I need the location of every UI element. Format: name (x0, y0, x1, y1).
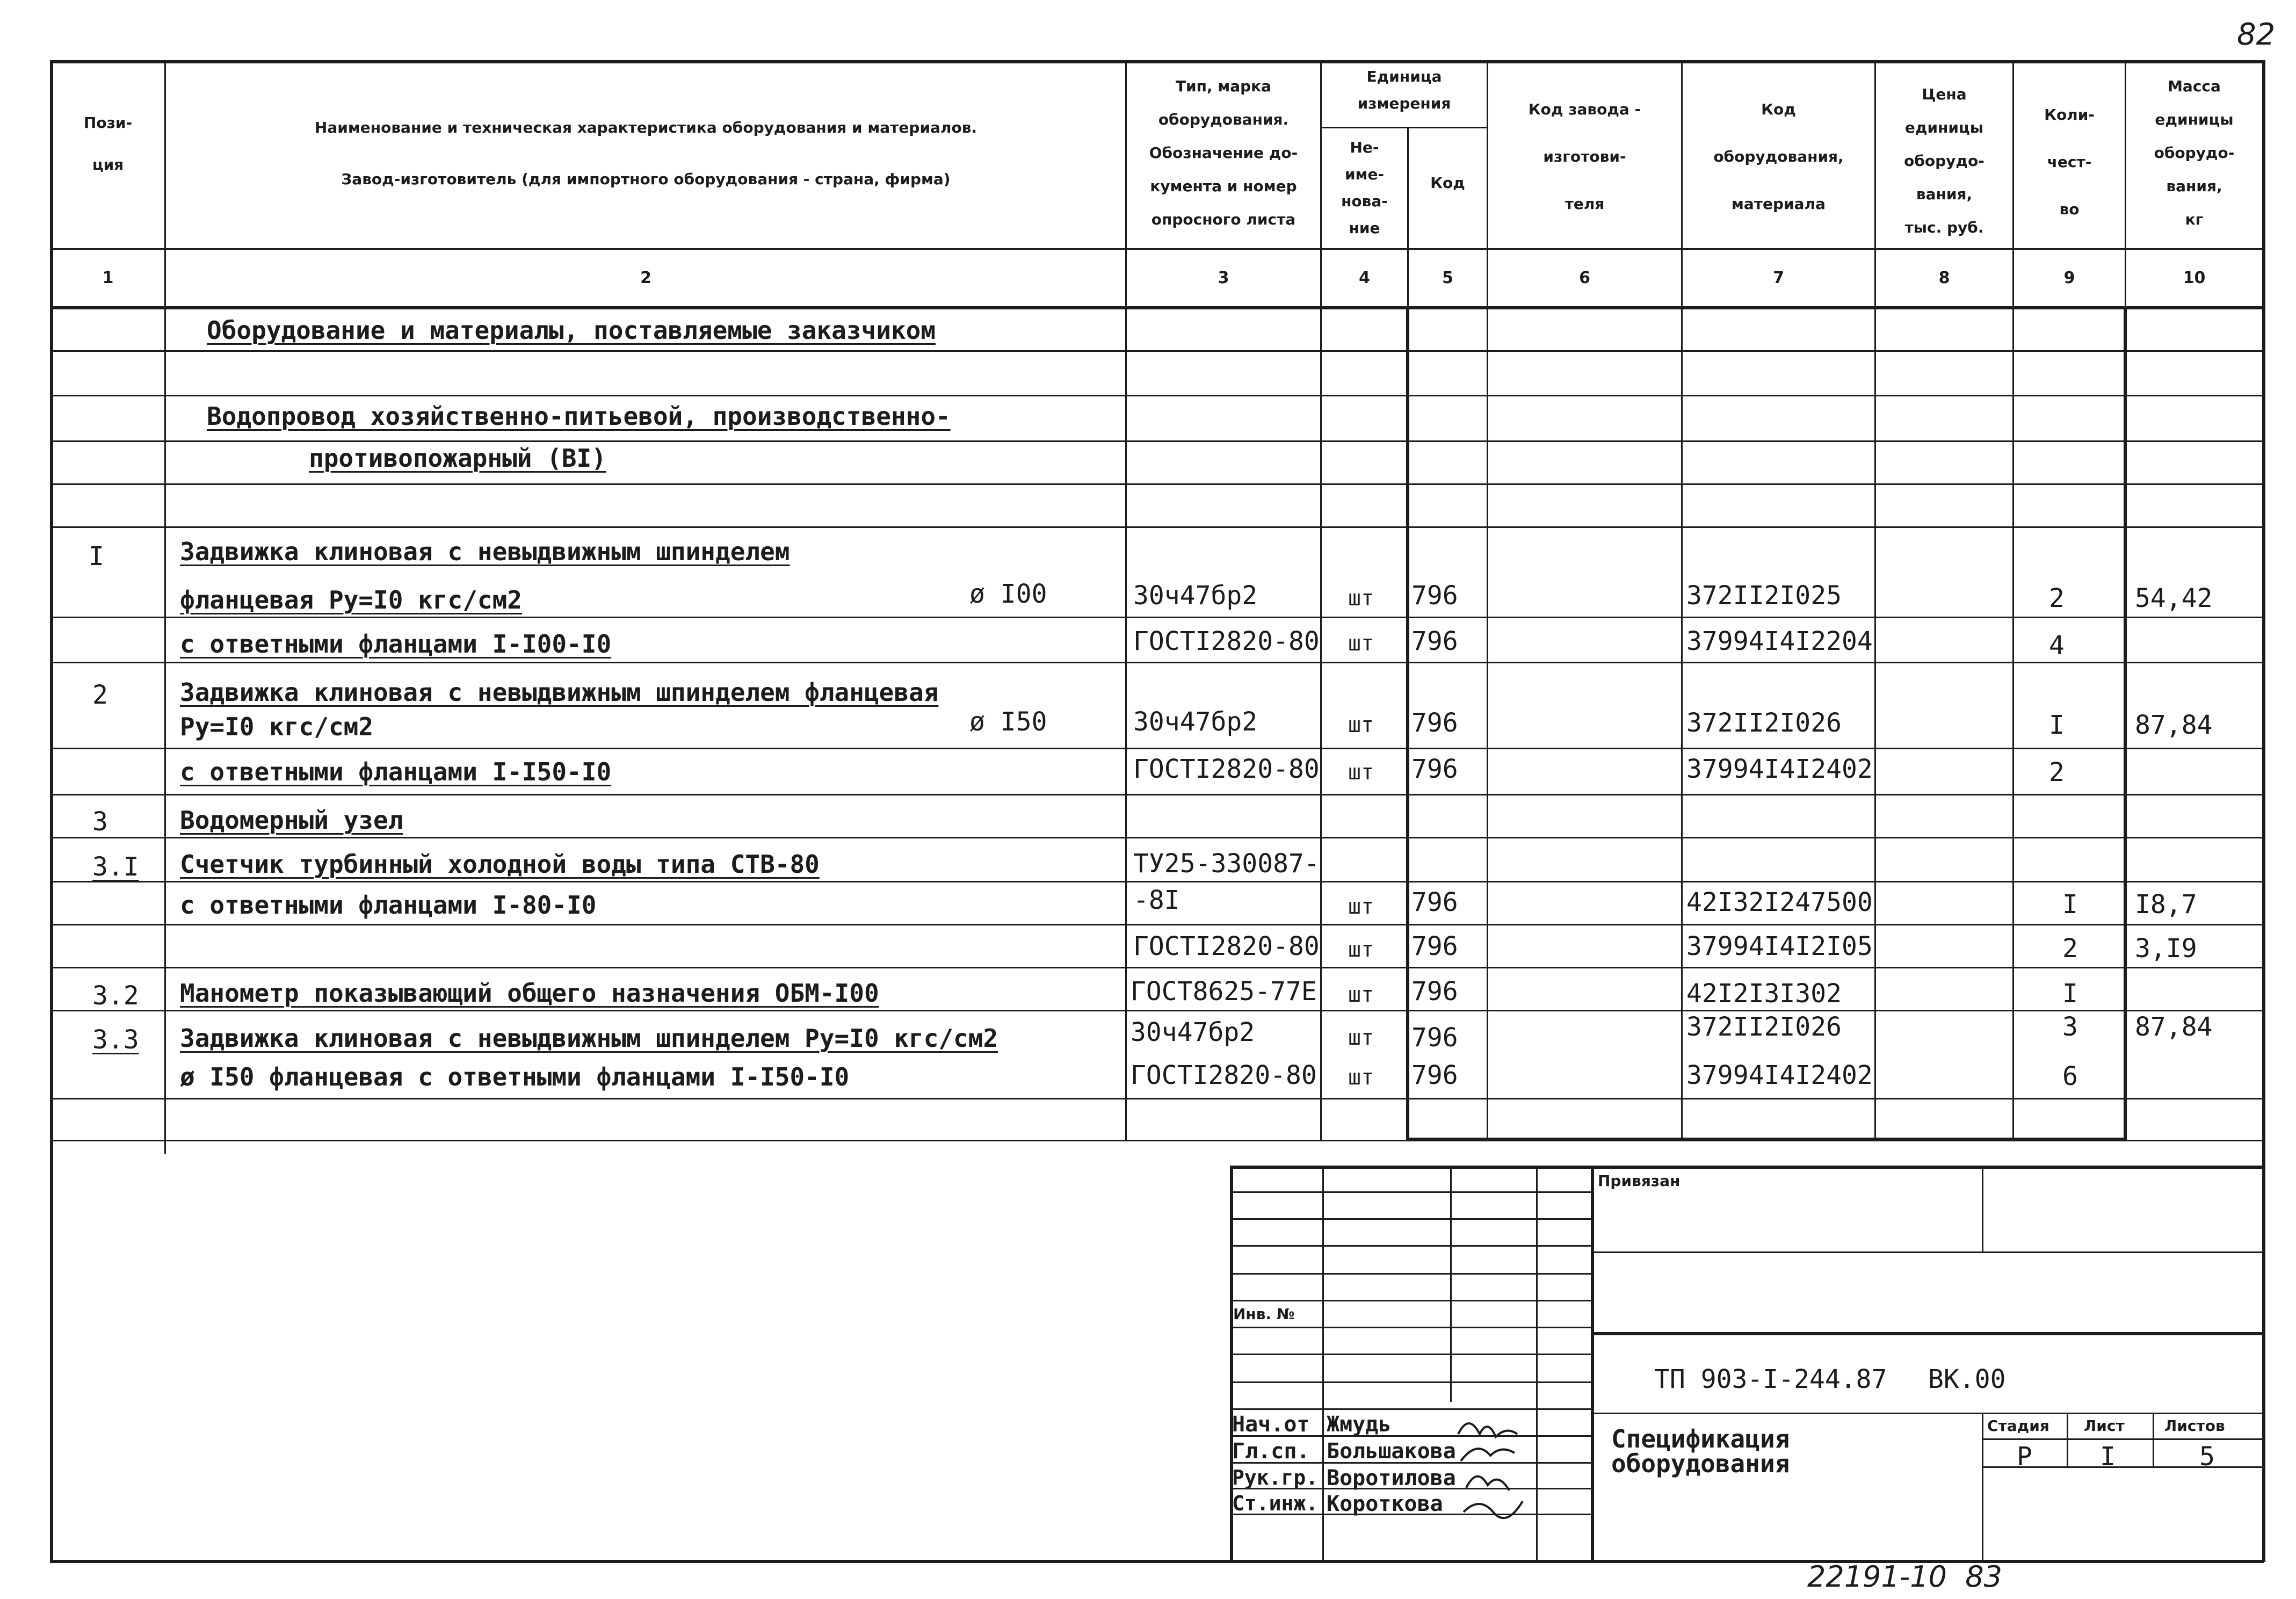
header-unit-code: Код (1430, 174, 1465, 192)
stamp-line (1230, 1408, 1591, 1410)
row-line (50, 748, 2264, 749)
position-cell: 3.I (92, 852, 139, 882)
qty-cell: I (2062, 979, 2078, 1009)
stamp-line (1230, 1381, 1591, 1383)
position-cell: I (89, 541, 104, 571)
item-name: Задвижка клиновая с невыдвижным шпинделем фланцевая (180, 678, 939, 707)
type-cell: ГОСТI2820-80 (1133, 754, 1320, 784)
equip-code-cell: 372II2I025 (1686, 581, 1842, 611)
header-equip-code: Код оборудования, материала (1713, 100, 1844, 213)
row-line (50, 967, 2264, 968)
sheets-label: Листов (2164, 1417, 2225, 1435)
colnum-bottom-line (50, 306, 2264, 309)
frame-top (50, 60, 2264, 63)
nominal-diameter: ø I50 (969, 707, 1047, 737)
person-name: Воротилова (1327, 1466, 1456, 1491)
unit-cell: шт (1348, 982, 1374, 1007)
row-line (50, 794, 2264, 795)
position-cell: 3.3 (92, 1025, 139, 1055)
doc-code: ТП 903-I-244.87 (1654, 1364, 1887, 1394)
type-cell: 30ч47бр2 (1133, 707, 1258, 737)
colnum-6: 6 (1579, 269, 1590, 287)
section-title: Оборудование и материалы, поставляемые заказчиком (207, 316, 936, 345)
mass-cell: I8,7 (2135, 889, 2197, 920)
person-name: Большакова (1327, 1439, 1456, 1464)
row-line (50, 924, 2264, 925)
stamp-line (1230, 1273, 1591, 1275)
role-cell: Нач.от (1232, 1412, 1310, 1437)
privyazan-label: Привязан (1598, 1172, 1681, 1190)
role-cell: Гл.сп. (1232, 1439, 1310, 1464)
unit-code-cell: 796 (1411, 626, 1458, 656)
row-line (50, 1010, 2264, 1011)
item-name: с ответными фланцами I-I50-I0 (180, 757, 612, 786)
row-line (50, 483, 2264, 485)
type-cell: ГОСТI2820-80 (1133, 626, 1320, 656)
header-position: Пози- ция (83, 114, 133, 173)
inv-no-label: Инв. № (1233, 1305, 1295, 1323)
item-name: Ру=I0 кгс/см2 (180, 712, 374, 741)
type-cell: 30ч47бр2 (1133, 581, 1258, 611)
stamp-line (1230, 1300, 1591, 1301)
equip-code-cell: 37994I4I2204 (1686, 626, 1873, 656)
unit-code-cell: 796 (1411, 1023, 1458, 1053)
colnum-9: 9 (2063, 269, 2075, 287)
stamp-col-d (1591, 1166, 1594, 1562)
stage-label: Стадия (1987, 1417, 2049, 1435)
qty-cell: 2 (2049, 583, 2065, 613)
type-cell: ГОСТI2820-80 (1133, 931, 1320, 961)
unit-code-cell: 796 (1411, 1060, 1458, 1090)
mass-cell: 3,I9 (2135, 934, 2197, 964)
header-name: Наименование и техническая характеристика оборудования и материалов. Завод-изготовитель (для импортного оборудования - страна, фирма) (314, 119, 977, 188)
item-name: с ответными фланцами I-80-I0 (180, 891, 597, 920)
equip-code-cell: 37994I4I2402 (1686, 1060, 1873, 1090)
item-name: фланцевая Ру=I0 кгс/см2 (180, 585, 522, 614)
header-mass: Масса единицы оборудо- вания, кг (2154, 77, 2235, 228)
qty-cell: 4 (2049, 631, 2065, 661)
unit-cell: шт (1348, 1065, 1374, 1090)
unit-cell: шт (1348, 586, 1374, 611)
unit-code-cell: 796 (1411, 708, 1458, 738)
stamp-line (1591, 1413, 2264, 1414)
colnum-10: 10 (2183, 269, 2206, 287)
header-unit: Единица измерения (1357, 68, 1451, 112)
role-cell: Рук.гр. (1232, 1466, 1319, 1489)
colnum-7: 7 (1773, 269, 1784, 287)
doc-mark: ВК.00 (1928, 1364, 2006, 1394)
qty-cell: I (2049, 710, 2065, 740)
row-line (50, 350, 2264, 352)
equip-code-cell: 42I2I3I302 (1686, 979, 1842, 1009)
role-cell: Ст.инж. (1232, 1492, 1319, 1515)
header-price: Цена единицы оборудо- вания, тыс. руб. (1904, 85, 1984, 236)
header-factory-code: Код завода - изготови- теля (1528, 100, 1641, 213)
position-cell: 2 (92, 680, 108, 710)
qty-cell: I (2062, 889, 2078, 920)
equip-code-cell: 42I32I247500 (1686, 887, 1873, 917)
unit-cell: шт (1348, 631, 1374, 656)
position-cell: 3.2 (92, 981, 139, 1011)
row-line (50, 526, 2264, 528)
row-line (50, 1140, 2264, 1141)
unit-code-cell: 796 (1411, 754, 1458, 784)
sheets-value: 5 (2199, 1442, 2215, 1472)
stamp-top (1230, 1166, 2264, 1169)
unit-cell: шт (1348, 713, 1374, 737)
col-line-1 (164, 60, 166, 1154)
person-name: Жмудь (1327, 1412, 1392, 1437)
stamp-col-b (1450, 1166, 1452, 1402)
item-name: Счетчик турбинный холодной воды типа СТВ-80 (180, 850, 820, 879)
item-name: Задвижка клиновая с невыдвижным шпинделем Ру=I0 кгс/см2 (180, 1024, 998, 1053)
unit-cell: шт (1348, 1025, 1374, 1050)
sheet-label: Лист (2084, 1417, 2125, 1435)
qty-cell: 2 (2062, 934, 2078, 964)
row-line (50, 395, 2264, 396)
colnum-4: 4 (1359, 269, 1370, 287)
thick-box-left (1406, 306, 1409, 1140)
stamp-line (1591, 1332, 2264, 1335)
doc-title-line2: оборудования (1611, 1449, 1790, 1478)
mass-cell: 87,84 (2135, 710, 2213, 740)
qty-cell: 2 (2049, 757, 2065, 787)
person-name: Короткова (1327, 1492, 1443, 1516)
header-qty: Коли- чест- во (2044, 106, 2095, 218)
equip-code-cell: 372II2I026 (1686, 708, 1842, 738)
type-cell: ГОСТ8625-77Е (1131, 976, 1317, 1007)
type-cell: ТУ25-330087- (1133, 849, 1320, 879)
stamp-line (1230, 1218, 1591, 1220)
stamp-info-split (1982, 1413, 1983, 1562)
stamp-line (1230, 1354, 1591, 1355)
frame-right (2262, 60, 2265, 1562)
stamp-privyazan-split (1982, 1166, 1983, 1251)
stamp-line (1230, 1245, 1591, 1247)
stamp-line (1591, 1251, 2264, 1253)
qty-cell: 3 (2062, 1012, 2078, 1042)
stamp-line (1230, 1191, 1591, 1193)
unit-code-cell: 796 (1411, 887, 1458, 917)
header-bottom-line (50, 248, 2264, 250)
position-cell: 3 (92, 807, 108, 837)
signature-marks (1450, 1413, 1590, 1563)
colnum-3: 3 (1218, 269, 1229, 287)
unit-code-cell: 796 (1411, 581, 1458, 611)
type-cell: -8I (1133, 885, 1180, 915)
equip-code-cell: 37994I4I2402 (1686, 754, 1873, 784)
item-name: с ответными фланцами I-I00-I0 (180, 630, 612, 659)
nominal-diameter: ø I00 (969, 579, 1047, 609)
sheet-value: I (2100, 1442, 2116, 1472)
bottom-number: 22191-10 83 (1807, 1560, 2003, 1594)
item-name: Водомерный узел (180, 806, 403, 835)
thick-box-right (2124, 306, 2127, 1140)
qty-cell: 6 (2062, 1061, 2078, 1091)
subsection-title-line1: Водопровод хозяйственно-питьевой, производственно- (207, 402, 951, 431)
type-cell: 30ч47бр2 (1131, 1017, 1255, 1047)
stamp-col-a (1322, 1166, 1324, 1562)
row-line (50, 617, 2264, 618)
stage-value: Р (2017, 1442, 2032, 1472)
equip-code-cell: 37994I4I2I05 (1686, 931, 1873, 961)
stamp-line (1230, 1327, 1591, 1328)
item-name: ø I50 фланцевая с ответными фланцами I-I50-I0 (180, 1062, 850, 1091)
item-name: Задвижка клиновая с невыдвижным шпинделем (180, 537, 790, 566)
stamp-line (1982, 1438, 2264, 1440)
unit-code-cell: 796 (1411, 976, 1458, 1007)
row-line (50, 440, 2264, 442)
colnum-5: 5 (1442, 269, 1453, 287)
unit-cell: шт (1348, 760, 1374, 785)
row-line (50, 881, 2264, 882)
unit-cell: шт (1348, 894, 1374, 919)
colnum-1: 1 (102, 269, 114, 287)
unit-code-cell: 796 (1411, 931, 1458, 961)
row-line (50, 662, 2264, 663)
row-line (50, 1098, 2264, 1099)
header-type: Тип, марка оборудования. Обозначение до- кумента и номер опросного листа (1149, 77, 1298, 228)
header-unit-name: Не- име- нова- ние (1341, 139, 1388, 237)
mass-cell: 87,84 (2135, 1012, 2213, 1042)
colnum-8: 8 (1938, 269, 1950, 287)
mass-cell: 54,42 (2135, 583, 2213, 613)
corner-page-number: 82 (2237, 17, 2276, 52)
type-cell: ГОСТI2820-80 (1131, 1060, 1317, 1090)
equip-code-cell: 372II2I026 (1686, 1012, 1842, 1042)
colnum-2: 2 (640, 269, 651, 287)
unit-split-line (1320, 127, 1487, 128)
doc-title-line1: Спецификация (1611, 1424, 1790, 1453)
subsection-title-line2: противопожарный (BI) (309, 444, 606, 473)
item-name: Манометр показывающий общего назначения ОБМ-I00 (180, 979, 879, 1008)
unit-cell: шт (1348, 937, 1374, 962)
row-line (50, 837, 2264, 838)
